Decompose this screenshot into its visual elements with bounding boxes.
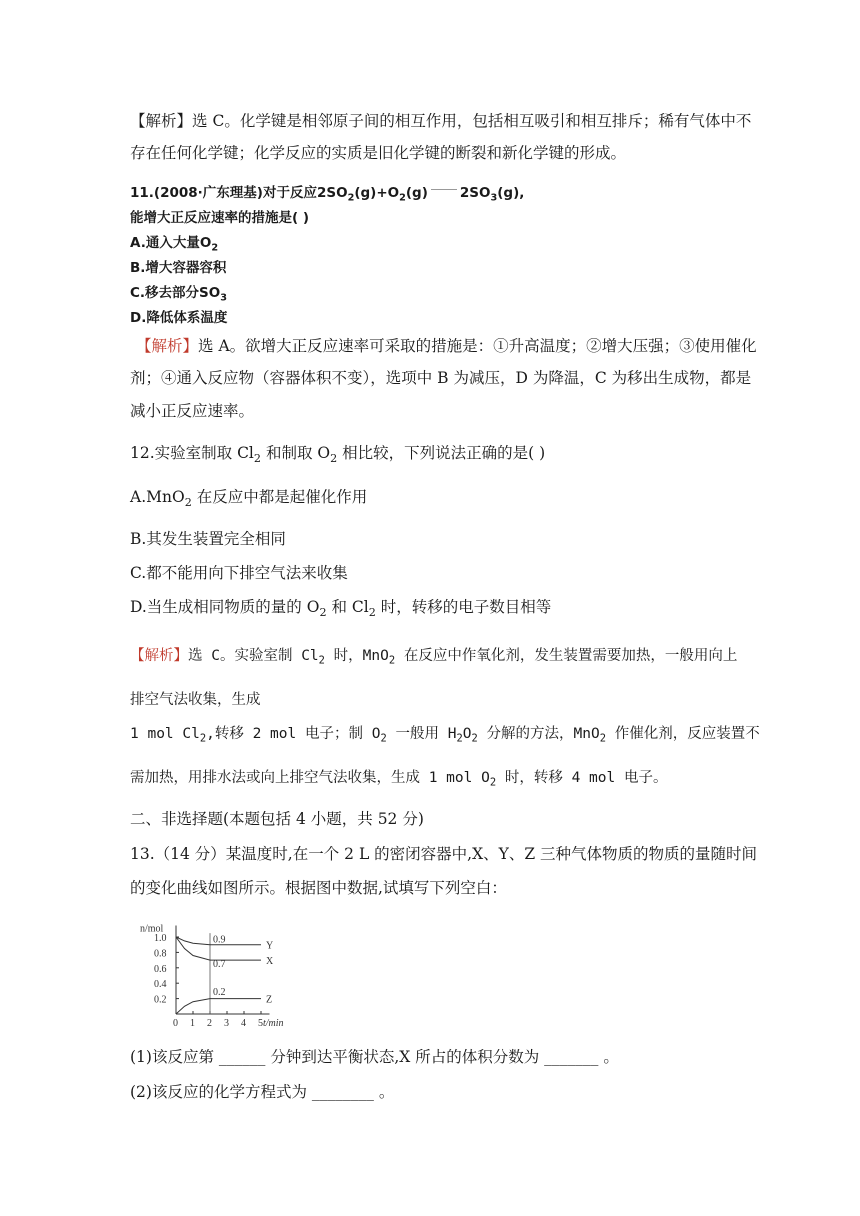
q13-text: 。 (603, 1048, 619, 1066)
option-text: A.MnO (130, 488, 185, 506)
explanation-12-bracket-close: 】 (173, 648, 188, 664)
q11-stem-part: 11.(2008·广东理基)对于反应2SO (130, 185, 348, 201)
explanation-1-line2: 存在任何化学键；化学反应的实质是旧化学键的断裂和新化学键的形成。 (130, 144, 627, 162)
reversible-arrow-icon (431, 189, 457, 198)
q13-subquestion-2 (130, 1080, 732, 1104)
option-text: A.通入大量O (130, 235, 212, 251)
subscript: 2 (388, 654, 396, 667)
q11-option-d: D.降低体系温度 (130, 310, 228, 326)
q12-stem (130, 441, 732, 465)
explanation-text: 时，MnO (324, 648, 389, 664)
explanation-12-bracket-open: 【 (130, 648, 145, 664)
subscript: 2 (199, 732, 207, 745)
q13-line2: 的变化曲线如图所示。根据图中数据,试填写下列空白： (130, 879, 507, 897)
q12-option-d (130, 595, 732, 619)
explanation-12-line2: 排空气法收集，生成 (130, 692, 261, 708)
section-heading: 二、非选择题(本题包括 4 小题，共 52 分) (130, 810, 424, 828)
explanation-11-line2: 剂；④通入反应物（容器体积不变），选项中 B 为减压，D 为降温，C 为移出生成物，都是 (130, 369, 752, 387)
subscript: 2 (599, 732, 606, 745)
y-tick-label: 0.4 (154, 979, 167, 991)
series-label-y: Y (266, 940, 274, 952)
answer-blank-1[interactable]: ______ (218, 1048, 266, 1066)
y-tick-label: 0.6 (154, 963, 167, 975)
q13-subquestion-1 (130, 1045, 732, 1069)
q11-stem (130, 181, 732, 205)
x-tick-label: 4 (241, 1018, 246, 1028)
explanation-11-line3: 减小正反应速率。 (130, 402, 255, 420)
y-axis-label: n/mol (140, 923, 164, 935)
subscript: 2 (471, 732, 478, 745)
q11-option-c (130, 281, 732, 305)
option-text: 时，转移的电子数目相等 (375, 598, 552, 616)
explanation-text: ,转移 2 mol 电子；制 O (206, 726, 381, 742)
subscript: 2 (456, 732, 463, 745)
q11-stem-part: 2SO (459, 185, 491, 201)
y-tick-label: 0.8 (154, 948, 167, 960)
explanation-11-bracket-close: 】 (182, 337, 199, 355)
x-tick-label: 2 (207, 1018, 212, 1028)
explanation-11-label: 解析 (151, 337, 183, 355)
subscript: 2 (184, 495, 192, 509)
q13-text: 分钟到达平衡状态,X 所占的体积分数为 (270, 1048, 540, 1066)
explanation-text: 选 C。实验室制 Cl (188, 648, 319, 664)
explanation-text: 分解的方法，MnO (477, 726, 600, 742)
q13-text: (2)该反应的化学方程式为 (130, 1083, 307, 1101)
subscript: 2 (253, 451, 262, 465)
subscript: 2 (347, 192, 355, 204)
q13-line1: 13.（14 分）某温度时,在一个 2 L 的密闭容器中,X、Y、Z 三种气体物质的物质的量随时间 (130, 845, 758, 863)
explanation-12-line3 (130, 722, 760, 746)
explanation-1-bracket-open: 【 (130, 112, 146, 130)
explanation-12-line4 (130, 766, 732, 790)
q11-option-a (130, 231, 732, 255)
subscript: 2 (330, 451, 338, 465)
subscript: 2 (318, 654, 325, 667)
subscript: 2 (399, 192, 406, 204)
q13-text: 。 (378, 1083, 395, 1101)
subscript: 2 (489, 776, 497, 789)
q12-option-c: C.都不能用向下排空气法来收集 (130, 564, 348, 582)
subscript: 3 (220, 292, 228, 304)
x-tick-label: 1 (190, 1018, 195, 1028)
value-annotation: 0.9 (213, 934, 226, 946)
explanation-1-line1 (130, 109, 752, 133)
q11-stem-part: (g)+O (354, 185, 400, 201)
answer-blank-3[interactable]: ________ (311, 1083, 374, 1101)
q11-line2: 能增大正反应速率的措施是( ) (130, 210, 310, 226)
series-label-z: Z (266, 994, 273, 1006)
explanation-11-text: 选 A。欲增大正反应速率可采取的措施是：①升高温度；②增大压强；③使用催化 (198, 337, 757, 355)
explanation-1-text: 选 C。化学键是相邻原子间的相互作用，包括相互吸引和相互排斥；稀有气体中不 (192, 112, 752, 130)
q11-stem-part: (g), (497, 185, 525, 201)
option-text: D.当生成相同物质的量的 O (130, 598, 320, 616)
q12-option-b: B.其发生装置完全相同 (130, 530, 286, 548)
explanation-12-line1 (130, 644, 738, 668)
q12-stem-part: 12.实验室制取 Cl (130, 444, 254, 462)
q12-stem-part: 和制取 O (261, 444, 331, 462)
y-tick-label: 1.0 (154, 933, 167, 944)
x-tick-label: 3 (224, 1018, 229, 1028)
explanation-text: 时，转移 4 mol 电子。 (496, 770, 668, 786)
explanation-text: 需加热，用排水法或向上排空气法收集，生成 1 mol O (130, 770, 490, 786)
explanation-1-label: 解析 (145, 112, 177, 130)
series-line-z (176, 999, 261, 1014)
option-text: 和 Cl (326, 598, 369, 616)
subscript: 2 (368, 605, 376, 619)
explanation-11-line1 (136, 334, 757, 358)
subscript: 3 (490, 192, 498, 204)
subscript: 2 (319, 605, 327, 619)
q12-stem-part: 相比较，下列说法正确的是( ) (337, 444, 546, 462)
y-tick-label: 0.2 (154, 994, 167, 1006)
q11-stem-part: (g) (405, 185, 428, 201)
explanation-text: 在反应中作氧化剂，发生装置需要加热，一般用向上 (395, 648, 738, 664)
series-label-x: X (266, 956, 274, 968)
option-text: 在反应中都是起催化作用 (191, 488, 368, 506)
option-text: C.移去部分SO (130, 285, 221, 301)
subscript: 2 (380, 732, 387, 745)
x-tick-label: 5 (258, 1018, 263, 1028)
subscript: 2 (211, 242, 219, 254)
x-tick-label: 0 (173, 1018, 178, 1028)
explanation-12-label: 解析 (144, 648, 174, 664)
answer-blank-2[interactable]: _______ (544, 1048, 599, 1066)
explanation-11-bracket-open: 【 (136, 337, 152, 355)
explanation-1-bracket-close: 】 (176, 112, 193, 130)
explanation-text: 一般用 H (386, 726, 457, 742)
explanation-text: 作催化剂，反应装置不 (605, 726, 760, 742)
value-annotation: 0.7 (213, 959, 226, 971)
q11-option-b: B.增大容器容积 (130, 260, 227, 276)
x-axis-label: t/min (263, 1018, 284, 1028)
mole-time-chart (138, 910, 308, 1028)
explanation-text: 1 mol Cl (130, 726, 200, 742)
explanation-text: O (462, 726, 472, 742)
value-annotation: 0.2 (213, 986, 226, 998)
q13-text: (1)该反应第 (130, 1048, 214, 1066)
q12-option-a (130, 485, 732, 509)
